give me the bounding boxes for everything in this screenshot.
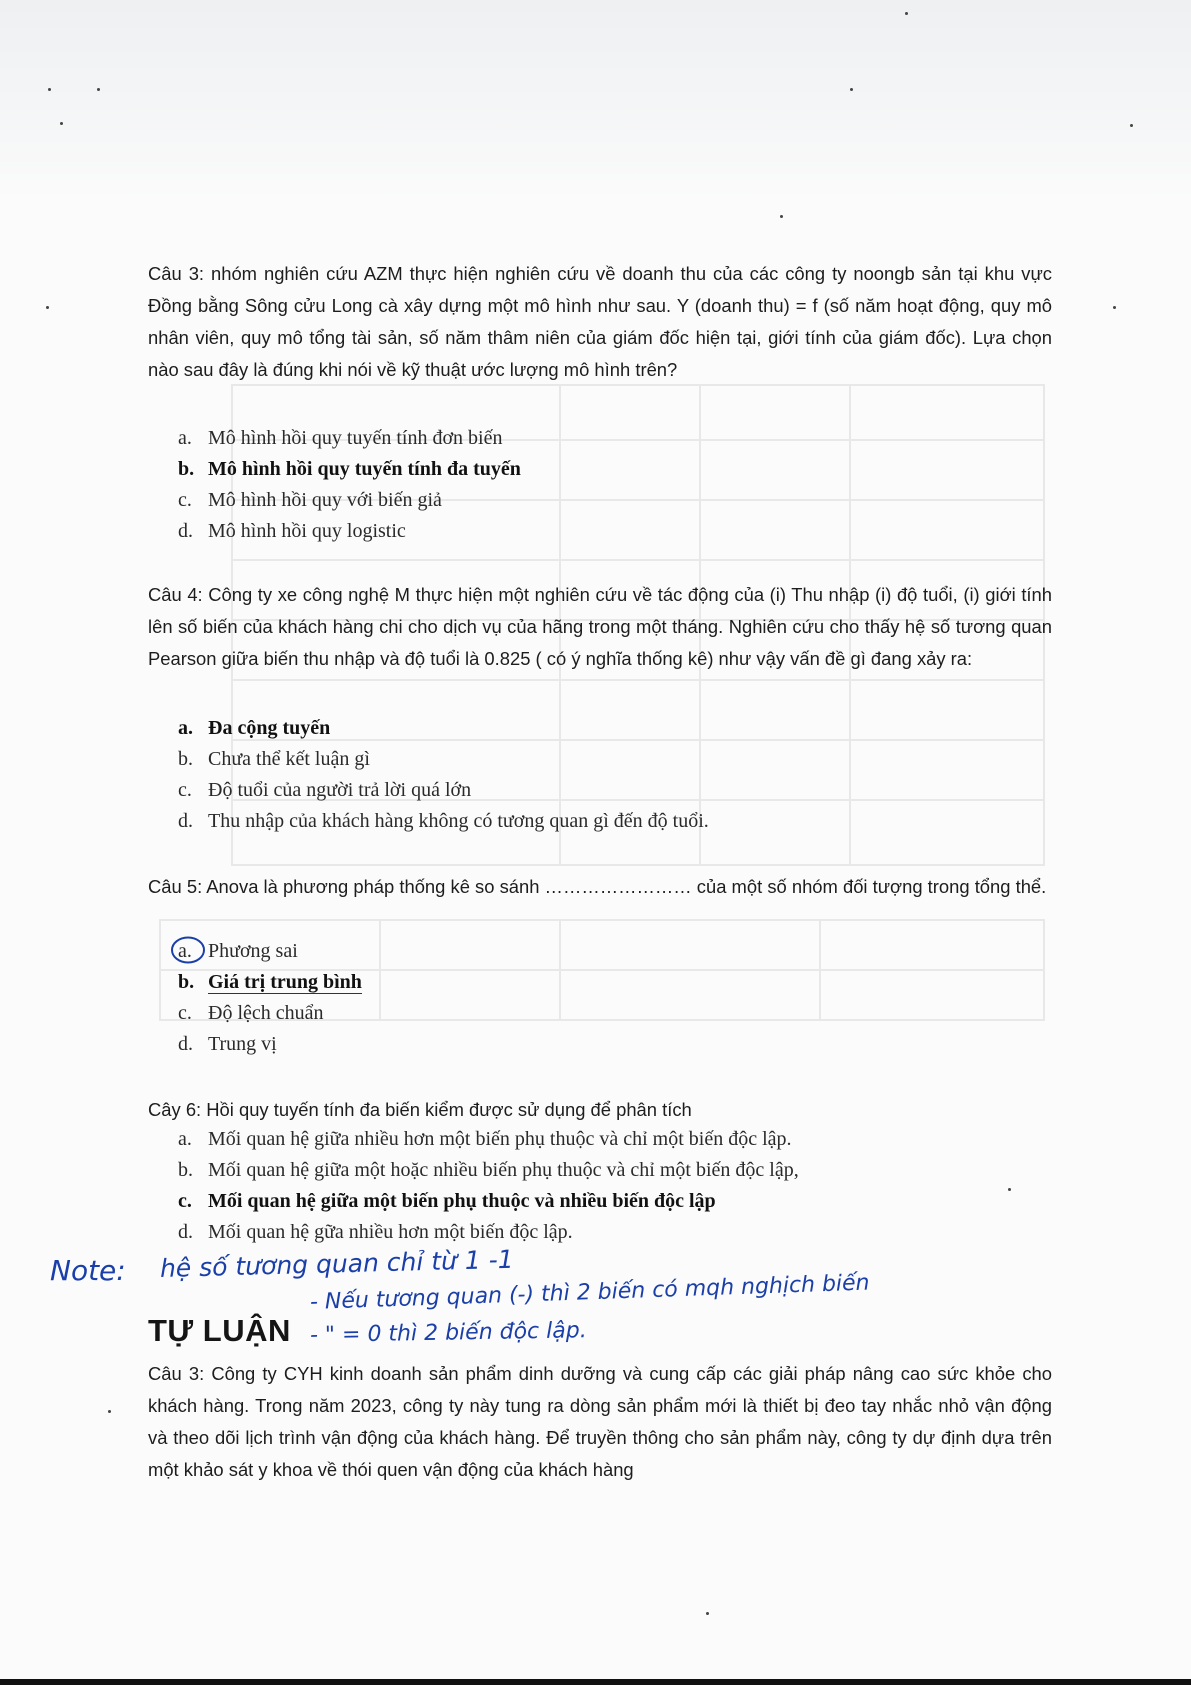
option-d: d. Trung vị <box>178 1033 277 1055</box>
option-a: a. Mô hình hồi quy tuyến tính đơn biến <box>178 427 503 449</box>
handwritten-note-line-2: - Nếu tương quan (-) thì 2 biến có mqh nghịch biến <box>309 1270 870 1315</box>
handwritten-note-line-3: - " = 0 thì 2 biến độc lập. <box>309 1318 587 1348</box>
option-d: d. Thu nhập của khách hàng không có tương quan gì đến độ tuổi. <box>178 810 709 832</box>
question-6-text: Cây 6: Hồi quy tuyến tính đa biến kiểm được sử dụng để phân tích <box>148 1099 692 1120</box>
scan-speck <box>780 215 783 218</box>
option-d: d. Mối quan hệ gữa nhiều hơn một biến độc lập. <box>178 1221 573 1243</box>
option-c: c. Độ tuổi của người trả lời quá lớn <box>178 779 472 801</box>
scan-speck <box>46 306 49 309</box>
handwritten-note-line-1: hệ số tương quan chỉ từ 1 -1 <box>159 1244 514 1283</box>
scan-speck <box>48 88 51 91</box>
option-b: b. Mối quan hệ giữa một hoặc nhiều biến phụ thuộc và chỉ một biến độc lập, <box>178 1159 799 1181</box>
scan-speck <box>1113 306 1116 309</box>
handwritten-note-label: Note: <box>50 1254 126 1287</box>
question-4-options <box>178 713 1058 837</box>
question-5-text: Câu 5: Anova là phương pháp thống kê so sánh …………………… của một số nhóm đối tượng trong tổng thể. <box>148 876 1047 897</box>
question-3-options <box>178 423 1058 547</box>
pen-circle-mark <box>170 935 206 965</box>
scan-speck <box>97 88 100 91</box>
question-5-options <box>178 936 1058 1060</box>
option-b: b. Chưa thể kết luận gì <box>178 748 370 770</box>
essay-question-3-text: Câu 3: Công ty CYH kinh doanh sản phẩm dinh dưỡng và cung cấp các giải pháp nâng cao sức khỏe cho khách hàng. Trong năm 2023, công ty này tung ra dòng sản phẩm mới là thiết bị đeo tay nhắc nhỏ vận động và theo dõi lịch trình vận động của khách hàng. Để truyền thông cho sản phẩm này, công ty dự định dựa trên một khảo sát y khoa về thói quen vận động của khách hàng <box>148 1363 1052 1480</box>
option-a-correct: a. Đa cộng tuyến <box>178 717 331 739</box>
essay-heading: TỰ LUẬN <box>148 1313 291 1348</box>
option-a-circled: a. Phương sai <box>178 936 1058 967</box>
question-4-text: Câu 4: Công ty xe công nghệ M thực hiện một nghiên cứu về tác động của (i) Thu nhập (i) độ tuổi, (i) giới tính lên số biến của khách hàng chi cho dịch vụ của hãng trong một tháng. Nghiên cứu cho thấy hệ số tương quan Pearson giữa biến thu nhập và độ tuổi là 0.825 ( có ý nghĩa thống kê) như vậy vấn đề gì đang xảy ra: <box>148 584 1052 669</box>
question-6-options <box>178 1124 1058 1248</box>
scan-speck <box>60 122 63 125</box>
option-b-correct: b. Giá trị trung bình <box>178 971 362 993</box>
option-c: c. Độ lệch chuẩn <box>178 1002 324 1024</box>
scan-speck <box>905 12 908 15</box>
option-c-correct: c. Mối quan hệ giữa một biến phụ thuộc và nhiều biến độc lập <box>178 1190 716 1212</box>
scan-bottom-edge <box>0 1679 1191 1685</box>
option-a: a. Mối quan hệ giữa nhiều hơn một biến phụ thuộc và chỉ một biến độc lập. <box>178 1128 792 1150</box>
option-b-correct: b. Mô hình hồi quy tuyến tính đa tuyến <box>178 458 521 480</box>
option-d: d. Mô hình hồi quy logistic <box>178 520 406 542</box>
option-c: c. Mô hình hồi quy với biến giả <box>178 489 442 511</box>
scan-speck <box>850 88 853 91</box>
scan-speck <box>706 1612 709 1615</box>
question-3-text: Câu 3: nhóm nghiên cứu AZM thực hiện nghiên cứu về doanh thu của các công ty noongb sản tại khu vực Đồng bằng Sông cửu Long cà xây dựng một mô hình như sau. Y (doanh thu) = f (số năm hoạt động, quy mô nhân viên, quy mô tổng tài sản, số năm thâm niên của giám đốc hiện tại, giới tính của giám đốc). Lựa chọn nào sau đây là đúng khi nói về kỹ thuật ước lượng mô hình trên? <box>148 263 1052 380</box>
scan-speck <box>108 1410 111 1413</box>
scan-speck <box>1130 124 1133 127</box>
